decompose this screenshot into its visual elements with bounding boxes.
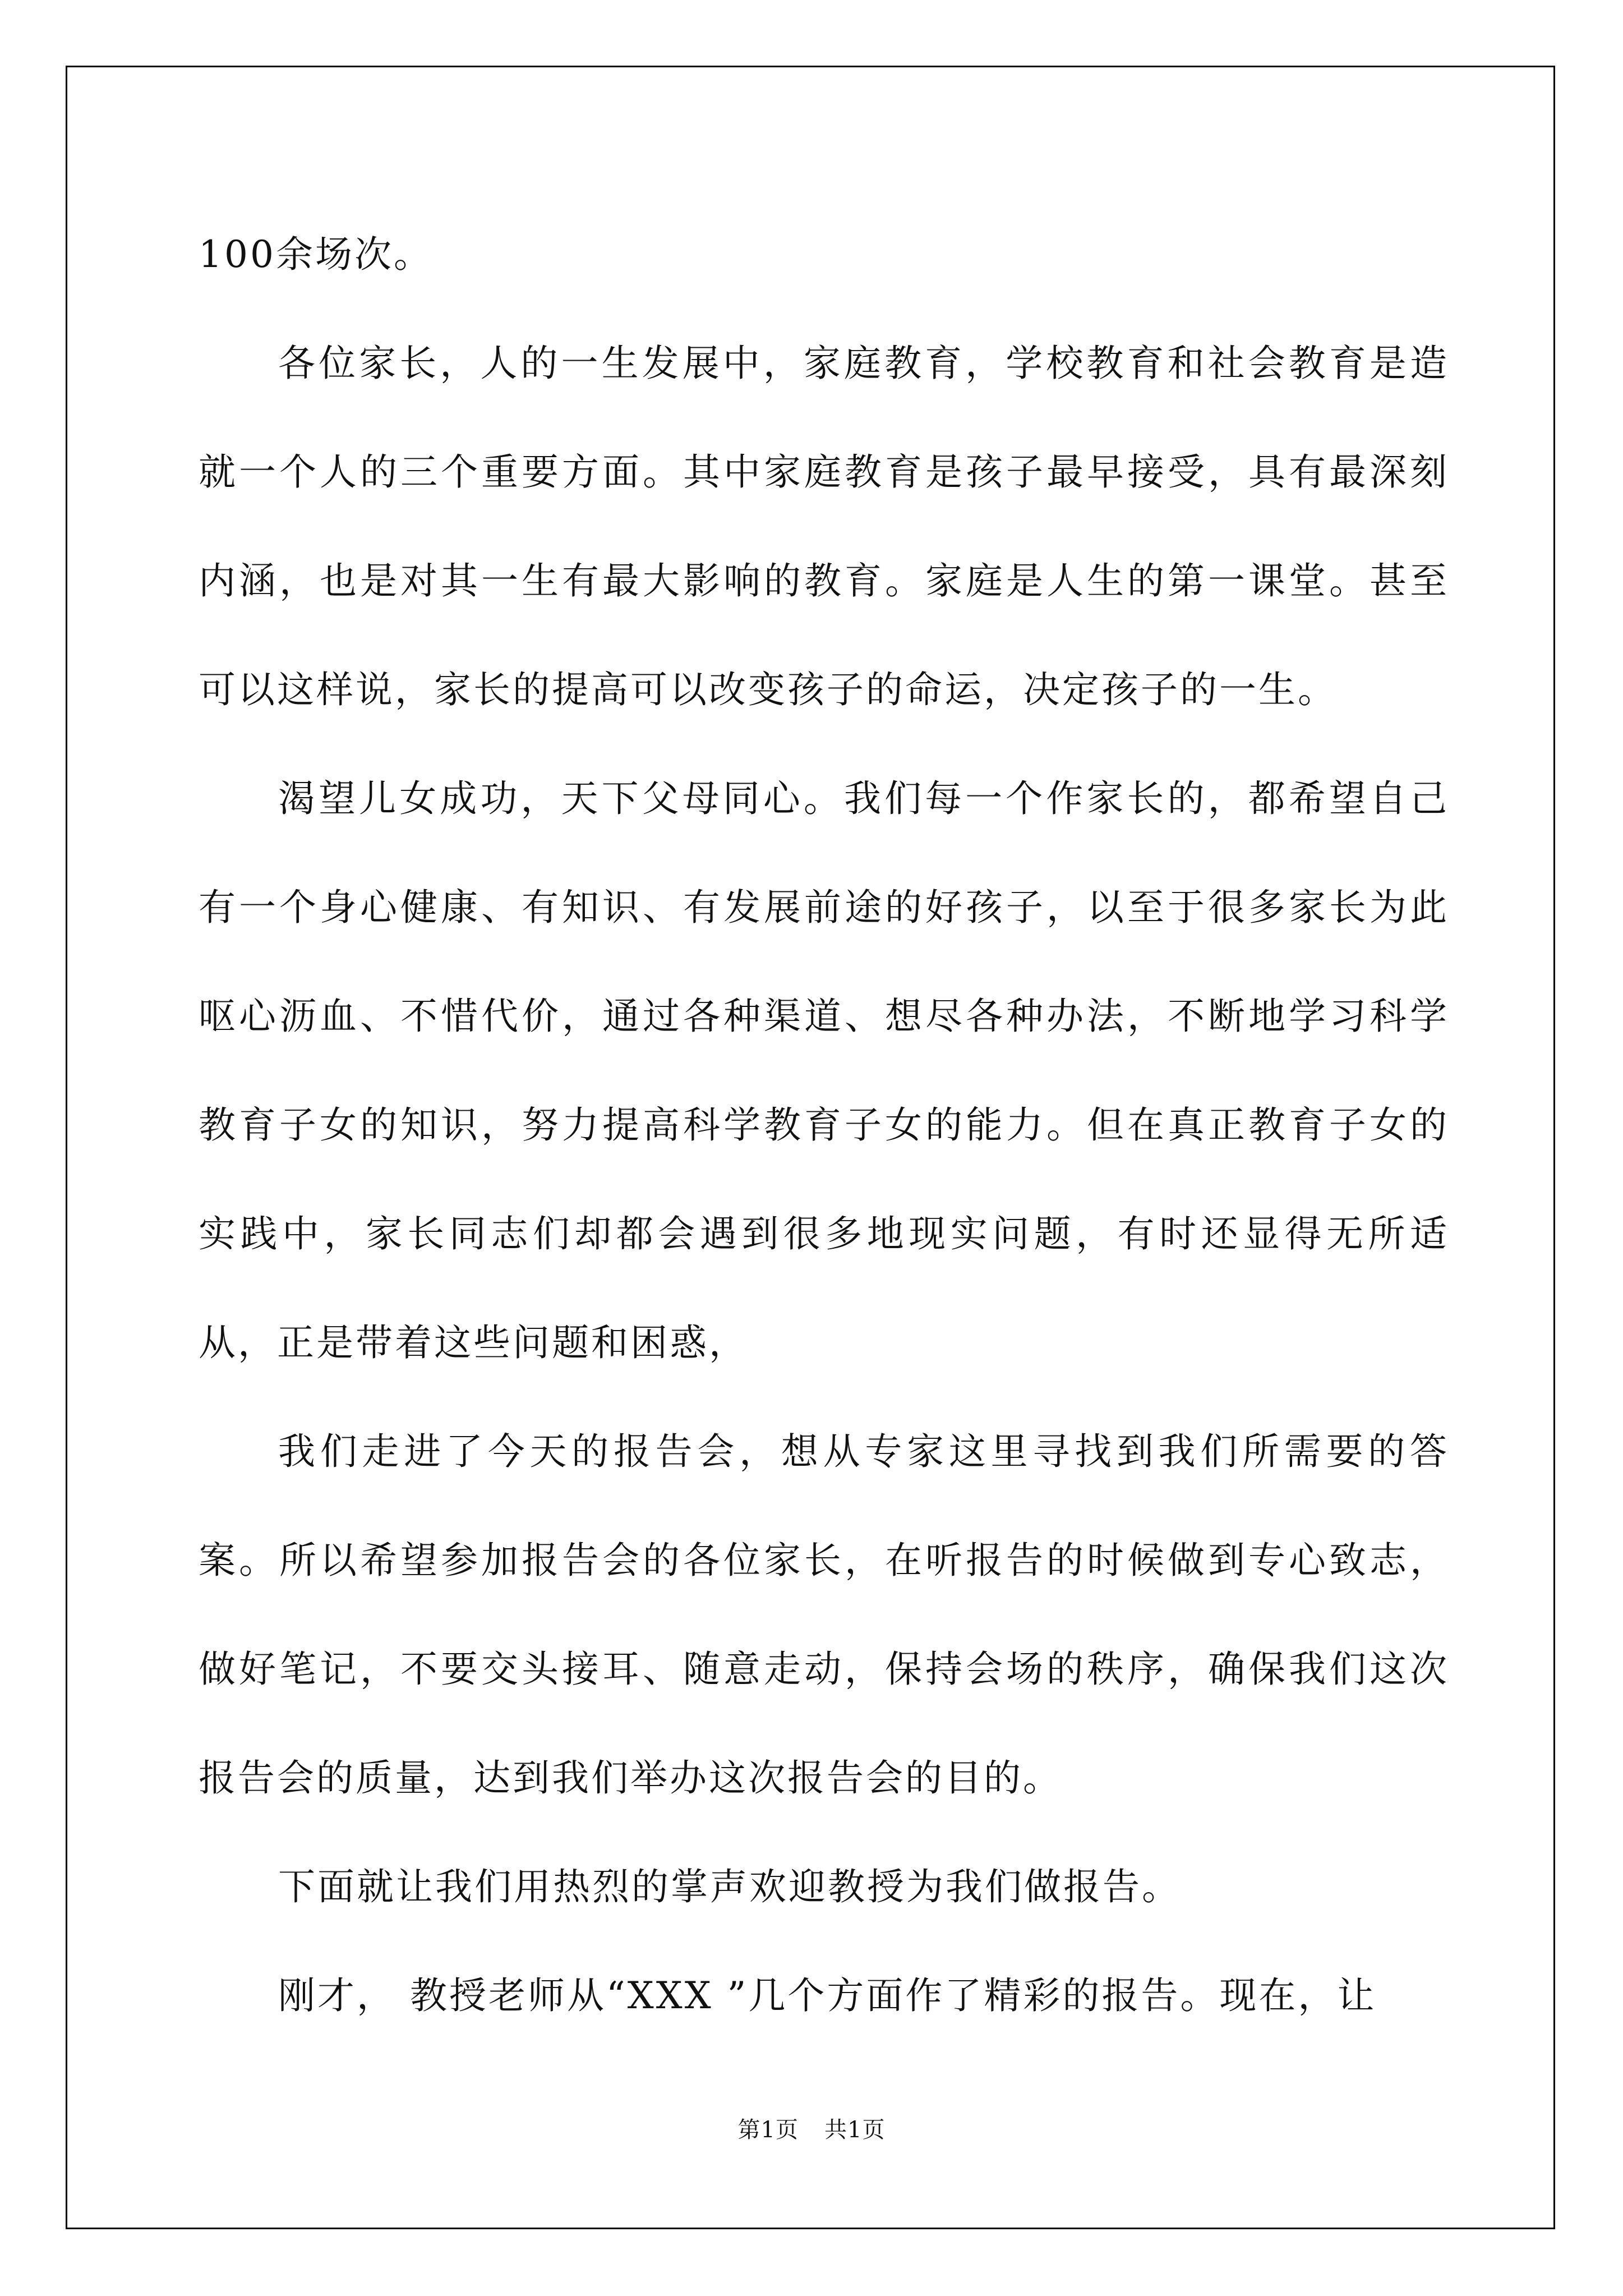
paragraph: 刚才， 教授老师从“XXX ”几个方面作了精彩的报告。现在，让 — [278, 1974, 1377, 2017]
paragraph: 渴望儿女成功，天下父母同心。我们每一个作家长的，都希望自己有一个身心健康、有知识、有发展前途的好孩子，以至于很多家长为此呕心沥血、不惜代价，通过各种渠道、想尽各种办法，不断地学习科学教育子女的知识，努力提高科学教育子女的能力。但在真正教育子女的实践中，家长同志们却都会遇到很多地现实问题，有时还显得无所适从，正是带着这些问题和困惑， — [199, 777, 1449, 1364]
paragraph: 各位家长，人的一生发展中，家庭教育，学校教育和社会教育是造就一个人的三个重要方面。其中家庭教育是孩子最早接受，具有最深刻内涵，也是对其一生有最大影响的教育。家庭是人生的第一课堂。甚至可以这样说，家长的提高可以改变孩子的命运，决定孩子的一生。 — [199, 342, 1449, 711]
document-body — [199, 200, 1449, 2050]
page-number: 第1页 — [737, 2117, 799, 2143]
page-total: 共1页 — [824, 2117, 886, 2143]
paragraph: 100余场次。 — [199, 233, 433, 276]
paragraph: 下面就让我们用热烈的掌声欢迎教授为我们做报告。 — [278, 1865, 1181, 1908]
paragraph: 我们走进了今天的报告会，想从专家这里寻找到我们所需要的答案。所以希望参加报告会的各位家长，在听报告的时候做到专心致志，做好笔记，不要交头接耳、随意走动，保持会场的秩序，确保我们这次报告会的质量，达到我们举办这次报告会的目的。 — [199, 1430, 1449, 1800]
page-footer — [0, 2112, 1623, 2144]
